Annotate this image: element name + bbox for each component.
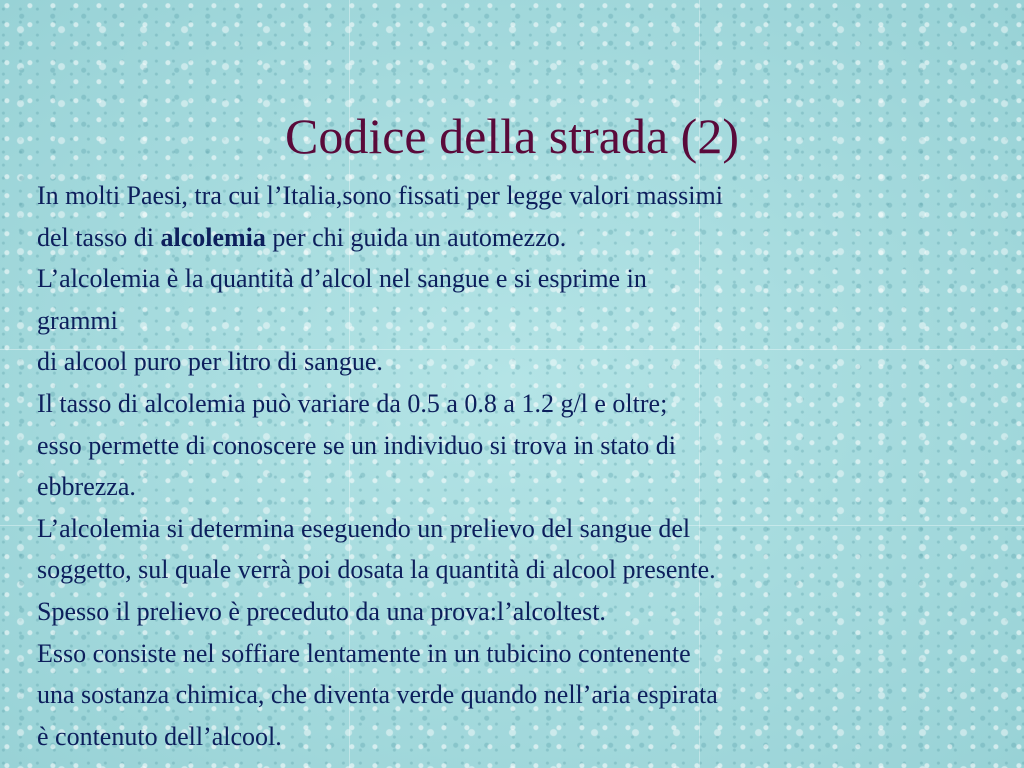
body-line: di alcool puro per litro di sangue. [37, 347, 383, 377]
body-line: L’alcolemia si determina eseguendo un prelievo del sangue del [37, 513, 691, 543]
body-line [37, 217, 997, 259]
body-line: Esso consiste nel soffiare lentamente in un tubicino contenente [37, 638, 691, 668]
body-text-segment: del tasso di [37, 222, 161, 252]
body-line: ebbrezza. [37, 472, 136, 502]
slide-title: Codice della strada (2) [285, 108, 739, 164]
body-line: Il tasso di alcolemia può variare da 0.5 a 0.8 a 1.2 g/l e oltre; [37, 388, 668, 418]
body-line: esso permette di conoscere se un individuo si trova in stato di [37, 430, 677, 460]
body-line: è contenuto dell’alcool. [37, 721, 282, 751]
body-line: soggetto, sul quale verrà poi dosata la quantità di alcool presente. [37, 555, 716, 585]
body-line: L’alcolemia è la quantità d’alcol nel sangue e si esprime in [37, 264, 647, 294]
body-line: In molti Paesi, tra cui l’Italia,sono fissati per legge valori massimi [37, 181, 723, 210]
body-line: grammi [37, 305, 118, 335]
slide-body-text [37, 175, 997, 757]
alcolemia-term: alcolemia [160, 222, 266, 252]
body-line: Spesso il prelievo è preceduto da una prova:l’alcoltest. [37, 596, 606, 626]
body-line: una sostanza chimica, che diventa verde quando nell’aria espirata [37, 680, 718, 710]
body-text-segment: per chi guida un automezzo. [265, 222, 567, 252]
